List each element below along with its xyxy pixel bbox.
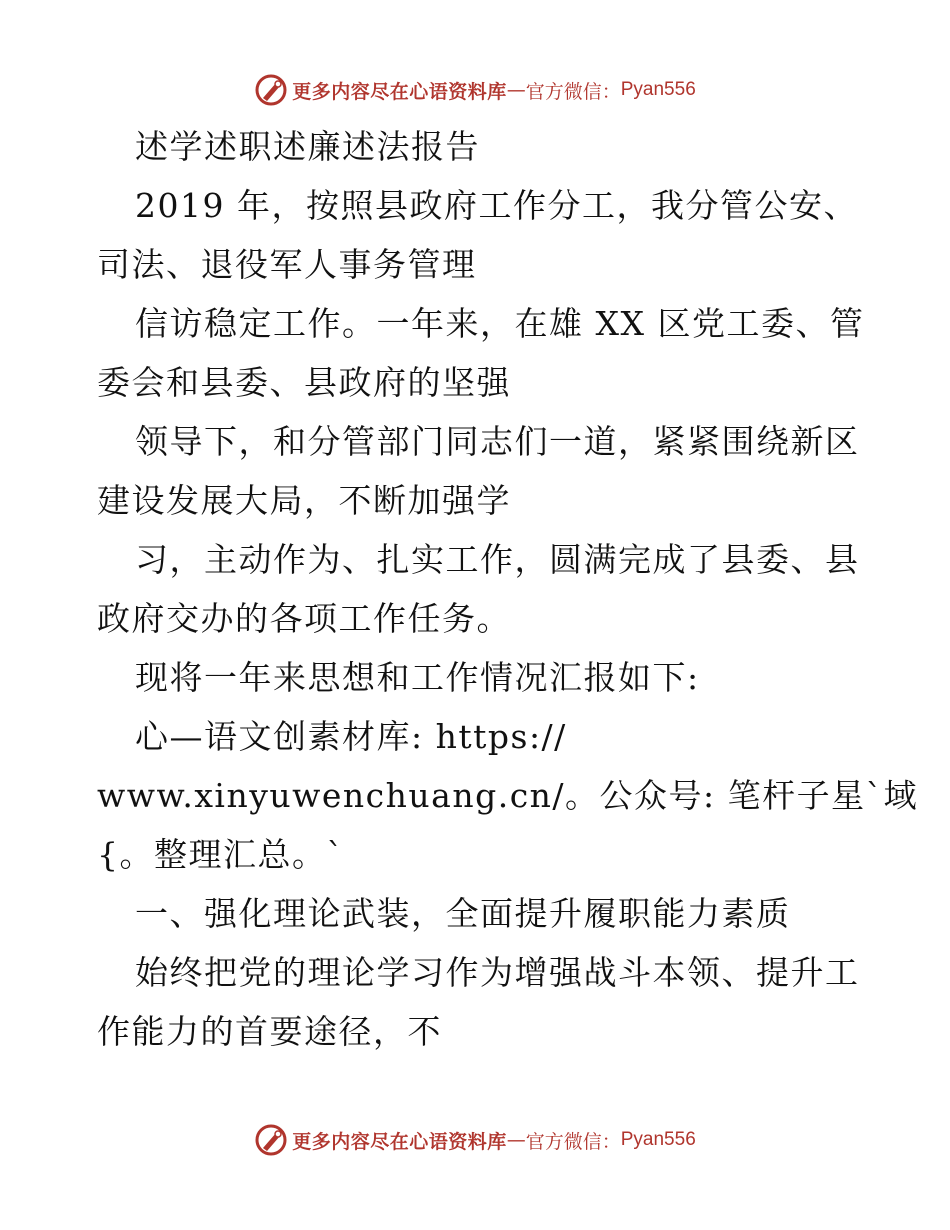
text-line: 习，主动作为、扎实工作，圆满完成了县委、县 (135, 540, 860, 579)
text-line: 心—语文创素材库: https:// (135, 717, 567, 756)
text-line: www.xinyuwenchuang.cn/。公众号: 笔杆子星`域 (97, 776, 919, 815)
text-line: 2019 年，按照县政府工作分工，我分管公安、 (135, 186, 858, 225)
watermark-site-text: 更多内容尽在心语资料库 (292, 80, 507, 103)
watermark-separator: — (506, 79, 526, 101)
text-line: {。整理汇总。` (97, 835, 345, 874)
watermark-separator: — (506, 1129, 526, 1151)
text-line: 现将一年来思想和工作情况汇报如下: (135, 658, 700, 697)
brush-logo-icon (254, 73, 288, 107)
watermark-wechat-label: 官方微信： (525, 1130, 621, 1153)
text-line: 政府交办的各项工作任务。 (97, 599, 511, 638)
text-line: 信访稳定工作。一年来，在雄 XX 区党工委、管 (135, 304, 865, 343)
text-line: 一、强化理论武装，全面提升履职能力素质 (135, 894, 791, 933)
watermark-wechat-label: 官方微信： (525, 80, 621, 103)
text-line: 建设发展大局，不断加强学 (97, 481, 511, 520)
text-line: 司法、退役军人事务管理 (97, 245, 477, 284)
watermark-wechat-id: Pyan556 (620, 1129, 696, 1150)
document-body (97, 117, 919, 1061)
header-watermark (0, 70, 950, 110)
footer-watermark (0, 1120, 950, 1160)
text-line: 领导下，和分管部门同志们一道，紧紧围绕新区 (135, 422, 860, 461)
brush-logo-icon (254, 1123, 288, 1157)
text-line: 委会和县委、县政府的坚强 (97, 363, 511, 402)
watermark-wechat-id: Pyan556 (620, 79, 696, 100)
text-line: 述学述职述廉述法报告 (135, 127, 480, 166)
text-line: 作能力的首要途径，不 (97, 1012, 442, 1051)
watermark-site-text: 更多内容尽在心语资料库 (292, 1130, 507, 1153)
text-line: 始终把党的理论学习作为增强战斗本领、提升工 (135, 953, 860, 992)
